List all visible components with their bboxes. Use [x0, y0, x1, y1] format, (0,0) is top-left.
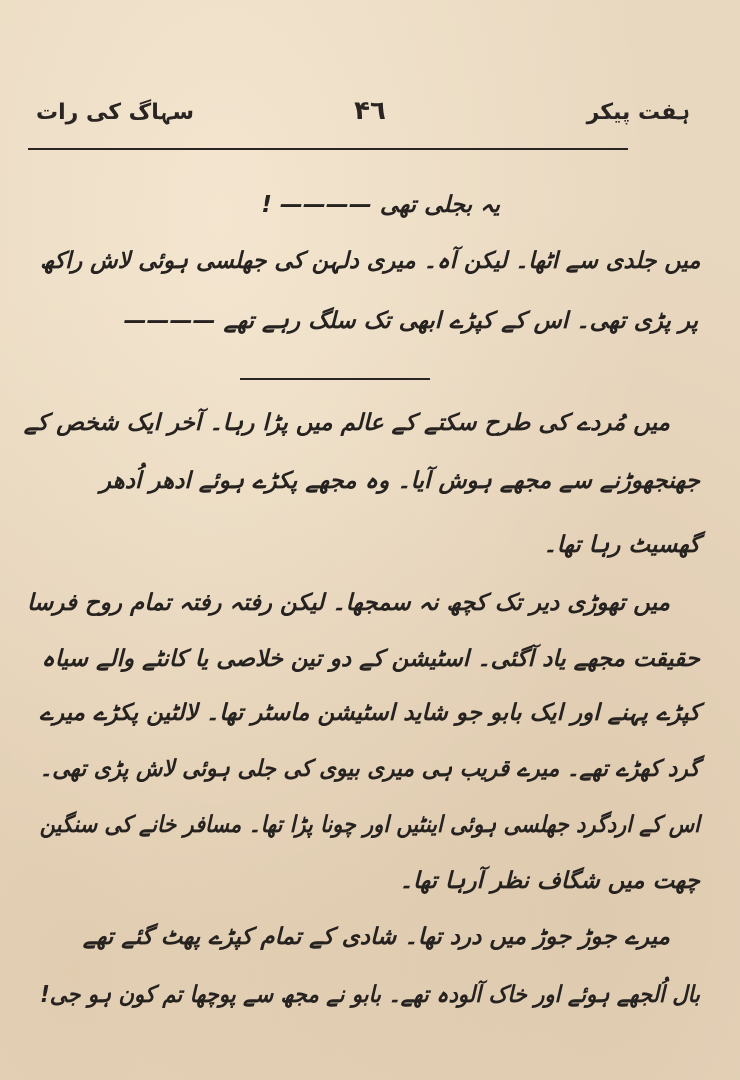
page-number: ۴٦: [354, 96, 386, 126]
text-line: حقیقت مجھے یاد آگئی۔ اسٹیشن کے دو تین خلاصی یا کانٹے والے سیاہ: [41, 646, 700, 672]
text-line: میرے جوڑ جوڑ میں درد تھا۔ شادی کے تمام کپڑے پھٹ گئے تھے: [82, 924, 670, 950]
book-title: ہفت پیکر: [586, 100, 690, 125]
text-line: اس کے اردگرد جھلسی ہوئی اینٹیں اور چونا پڑا تھا۔ مسافر خانے کی سنگین: [39, 812, 700, 838]
text-line: بال اُلجھے ہوئے اور خاک آلودہ تھے۔ بابو نے مجھ سے پوچھا تم کون ہو جی!: [40, 982, 700, 1008]
text-line: میں مُردے کی طرح سکتے کے عالم میں پڑا رہا۔ آخر ایک شخص کے: [23, 410, 670, 436]
section-divider: [240, 378, 430, 380]
text-line: گھسیٹ رہا تھا۔: [543, 532, 700, 558]
text-line: پر پڑی تھی۔ اس کے کپڑے ابھی تک سلگ رہے تھے ————: [123, 308, 698, 334]
text-line: کپڑے پہنے اور ایک بابو جو شاید اسٹیشن ماسٹر تھا۔ لالٹین پکڑے میرے: [39, 700, 700, 726]
text-line: یہ بجلی تھی ———— !: [261, 192, 500, 218]
chapter-title: سہاگ کی رات: [36, 100, 194, 125]
text-line: میں تھوڑی دیر تک کچھ نہ سمجھا۔ لیکن رفتہ رفتہ تمام روح فرسا: [26, 590, 670, 616]
text-line: میں جلدی سے اٹھا۔ لیکن آہ۔ میری دلہن کی جھلسی ہوئی لاش راکھ: [39, 248, 700, 274]
text-line: گرد کھڑے تھے۔ میرے قریب ہی میری بیوی کی جلی ہوئی لاش پڑی تھی۔: [40, 756, 700, 782]
text-line: چھت میں شگاف نظر آرہا تھا۔: [399, 868, 700, 894]
text-line: جھنجھوڑنے سے مجھے ہوش آیا۔ وہ مجھے پکڑے ہوئے ادھر اُدھر: [99, 468, 700, 494]
running-header: [32, 96, 708, 140]
header-rule: [28, 148, 628, 150]
